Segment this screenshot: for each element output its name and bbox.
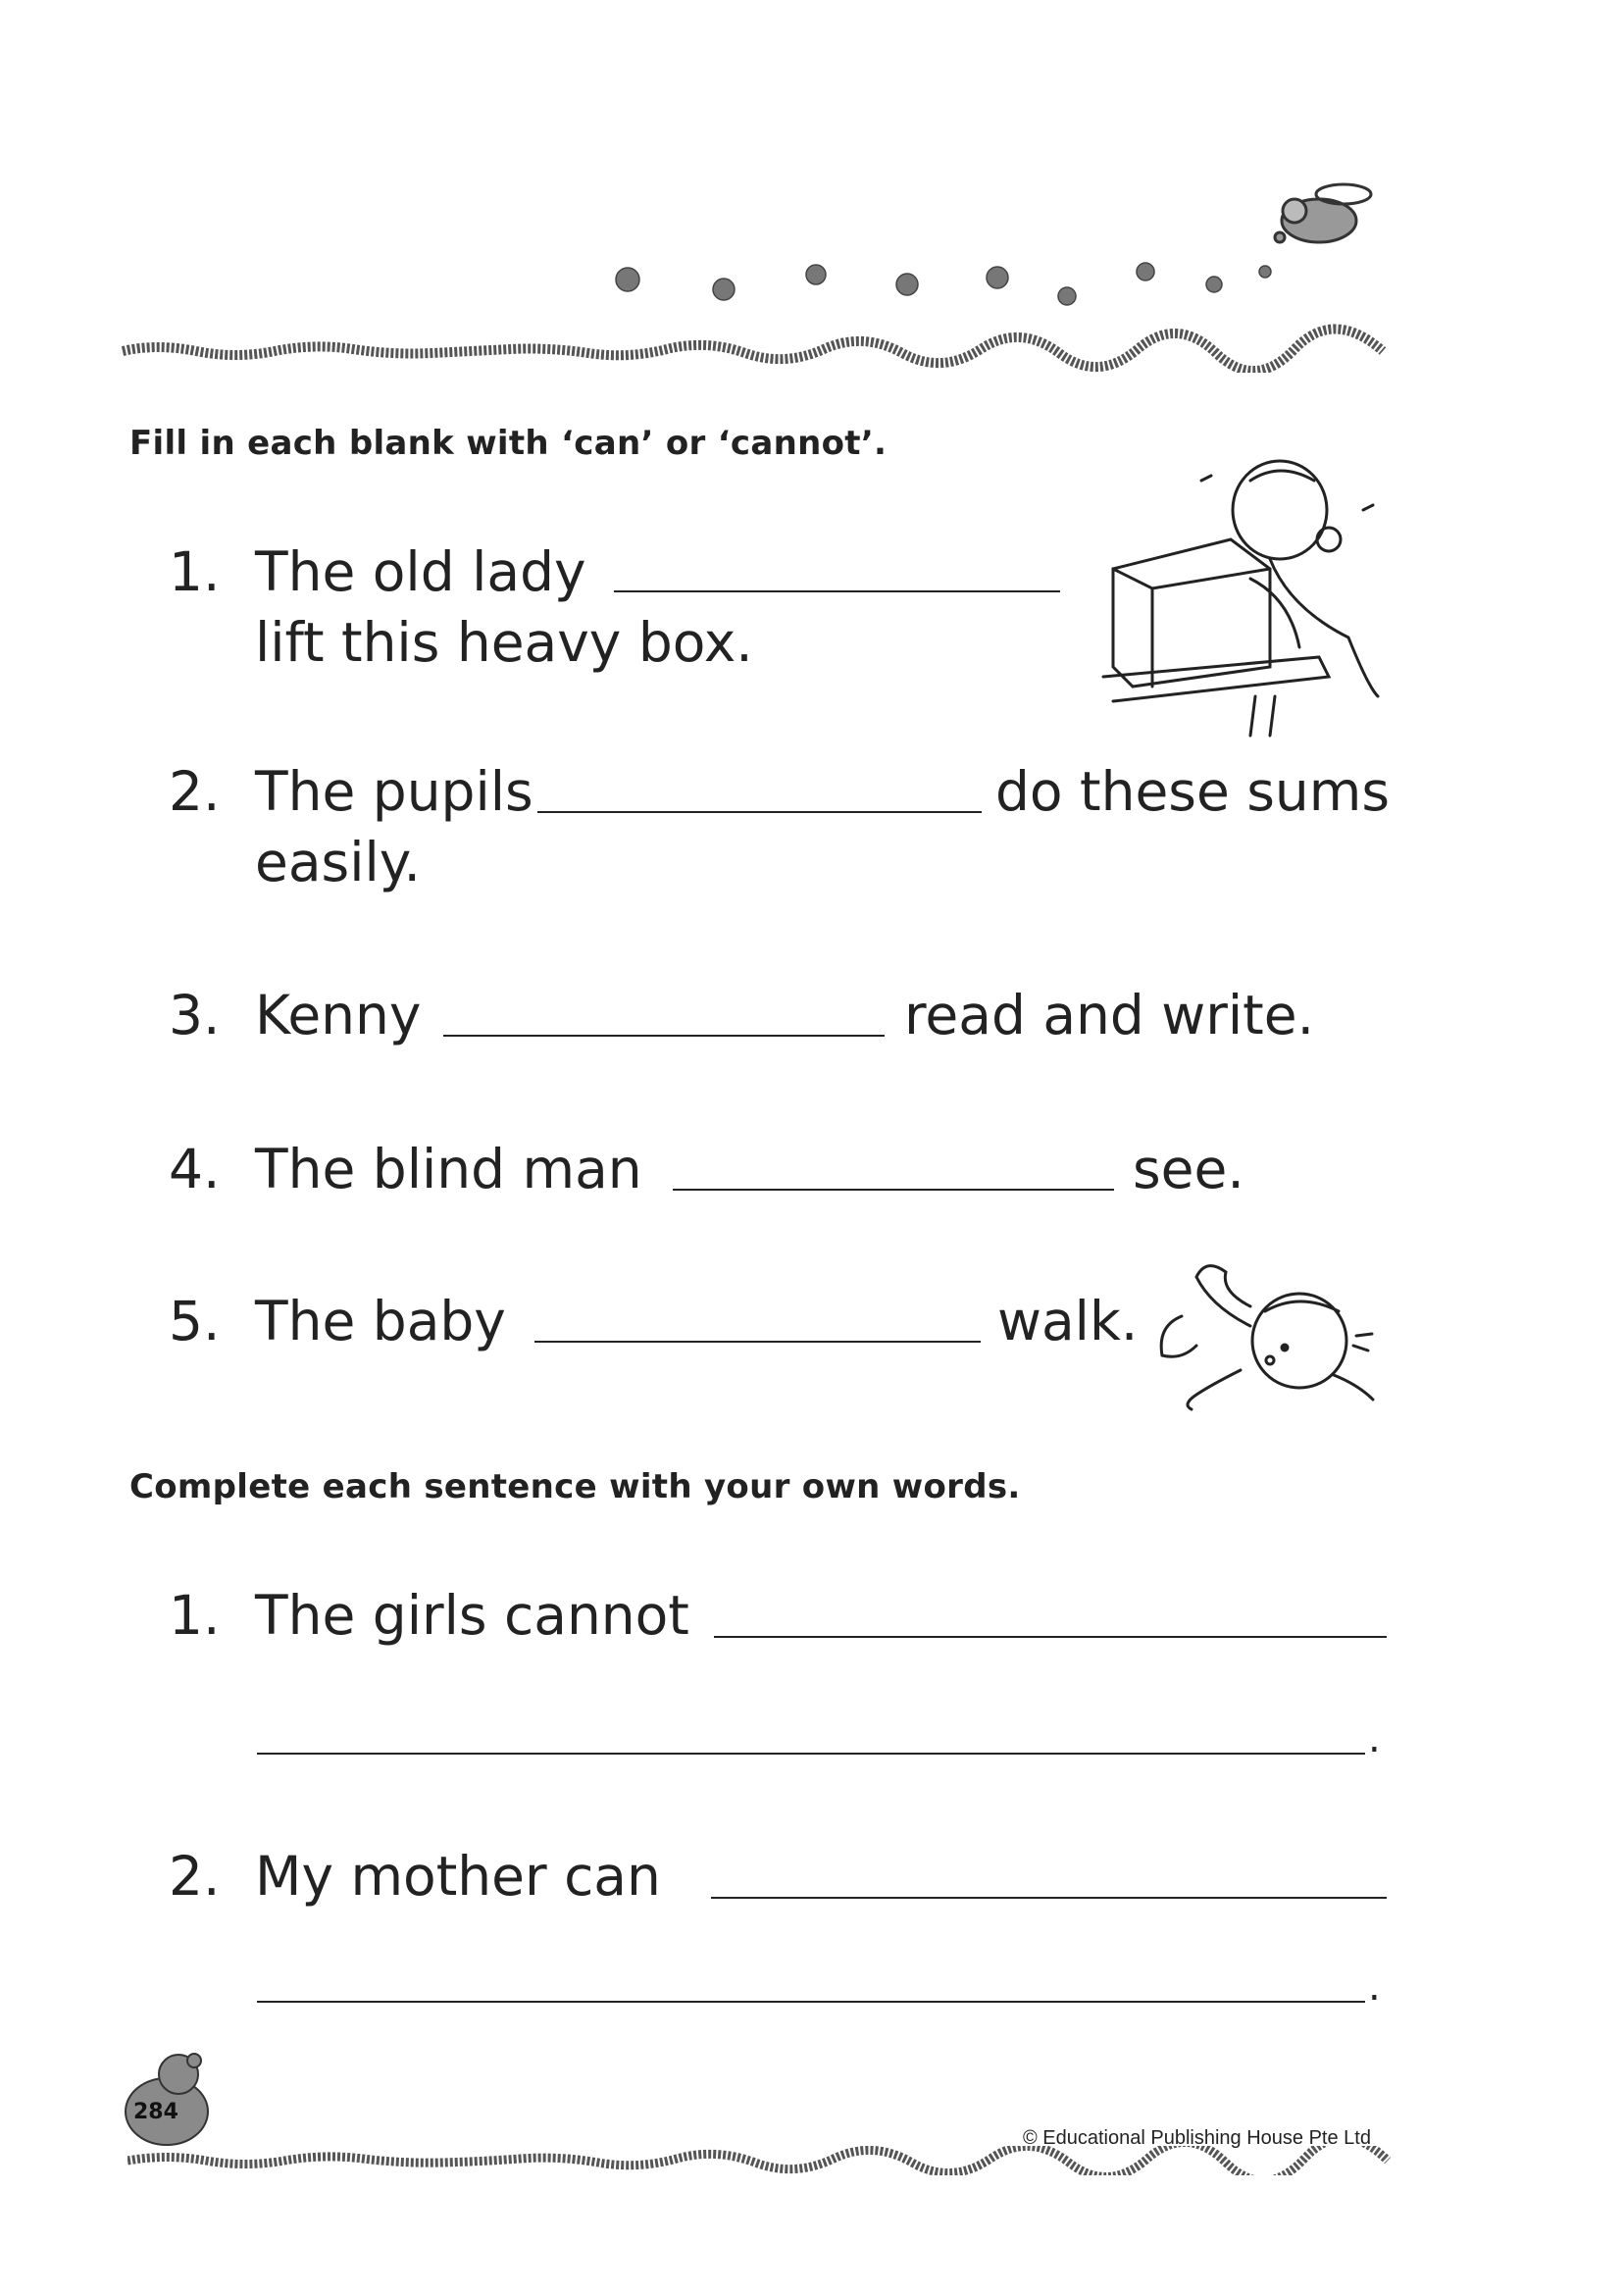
top-divider-line	[123, 329, 1383, 371]
bear-silhouette-icon	[120, 2045, 228, 2153]
s1-q5-after: walk.	[997, 1290, 1139, 1352]
flower-trail-icon	[616, 263, 1271, 305]
section2-instruction: Complete each sentence with your own words.	[129, 1467, 1021, 1506]
s1-q1-number: 1.	[169, 540, 221, 603]
s1-q4-blank[interactable]	[673, 1189, 1114, 1191]
s1-q5-number: 5.	[169, 1290, 221, 1352]
s1-q3-number: 3.	[169, 984, 221, 1046]
s1-q2-blank[interactable]	[537, 811, 982, 813]
bottom-divider-line	[127, 2146, 1393, 2175]
s1-q1-text: The old lady	[255, 540, 586, 603]
s1-q4-text: The blind man	[255, 1138, 642, 1200]
s1-q2-text: The pupils	[255, 760, 533, 823]
s1-q2-after: do these sums	[995, 760, 1391, 823]
s2-q2-end-mark: .	[1368, 1964, 1381, 2010]
s2-q2-blank-1[interactable]	[711, 1897, 1387, 1899]
s1-q4-number: 4.	[169, 1138, 221, 1200]
page-number: 284	[133, 2100, 178, 2124]
s1-q5-blank[interactable]	[534, 1341, 981, 1343]
crawling-baby-icon	[1142, 1238, 1388, 1414]
s1-q3-after: read and write.	[904, 984, 1315, 1046]
s2-q2-text: My mother can	[255, 1845, 661, 1908]
section1-instruction: Fill in each blank with ‘can’ or ‘cannot’.	[129, 424, 888, 463]
s2-q1-end-mark: .	[1368, 1716, 1381, 1761]
s2-q2-blank-2[interactable]	[257, 2001, 1365, 2003]
s1-q2-number: 2.	[169, 760, 221, 823]
s1-q3-blank[interactable]	[443, 1035, 885, 1037]
copyright-text: © Educational Publishing House Pte Ltd	[1023, 2127, 1371, 2149]
s1-q1-blank[interactable]	[614, 590, 1060, 592]
s2-q1-text: The girls cannot	[255, 1584, 689, 1647]
flying-creature-icon	[1275, 184, 1371, 242]
s1-q5-text: The baby	[255, 1290, 506, 1352]
s1-q2-line2: easily.	[255, 831, 421, 893]
s2-q1-number: 1.	[169, 1584, 221, 1647]
s1-q4-after: see.	[1133, 1138, 1244, 1200]
s2-q2-number: 2.	[169, 1845, 221, 1908]
s1-q3-text: Kenny	[255, 984, 422, 1046]
s2-q1-blank-2[interactable]	[257, 1753, 1365, 1755]
s2-q1-blank-1[interactable]	[714, 1636, 1387, 1638]
lady-lifting-box-icon	[1093, 441, 1388, 745]
s1-q1-line2: lift this heavy box.	[255, 611, 753, 674]
header-decoration	[118, 167, 1393, 373]
